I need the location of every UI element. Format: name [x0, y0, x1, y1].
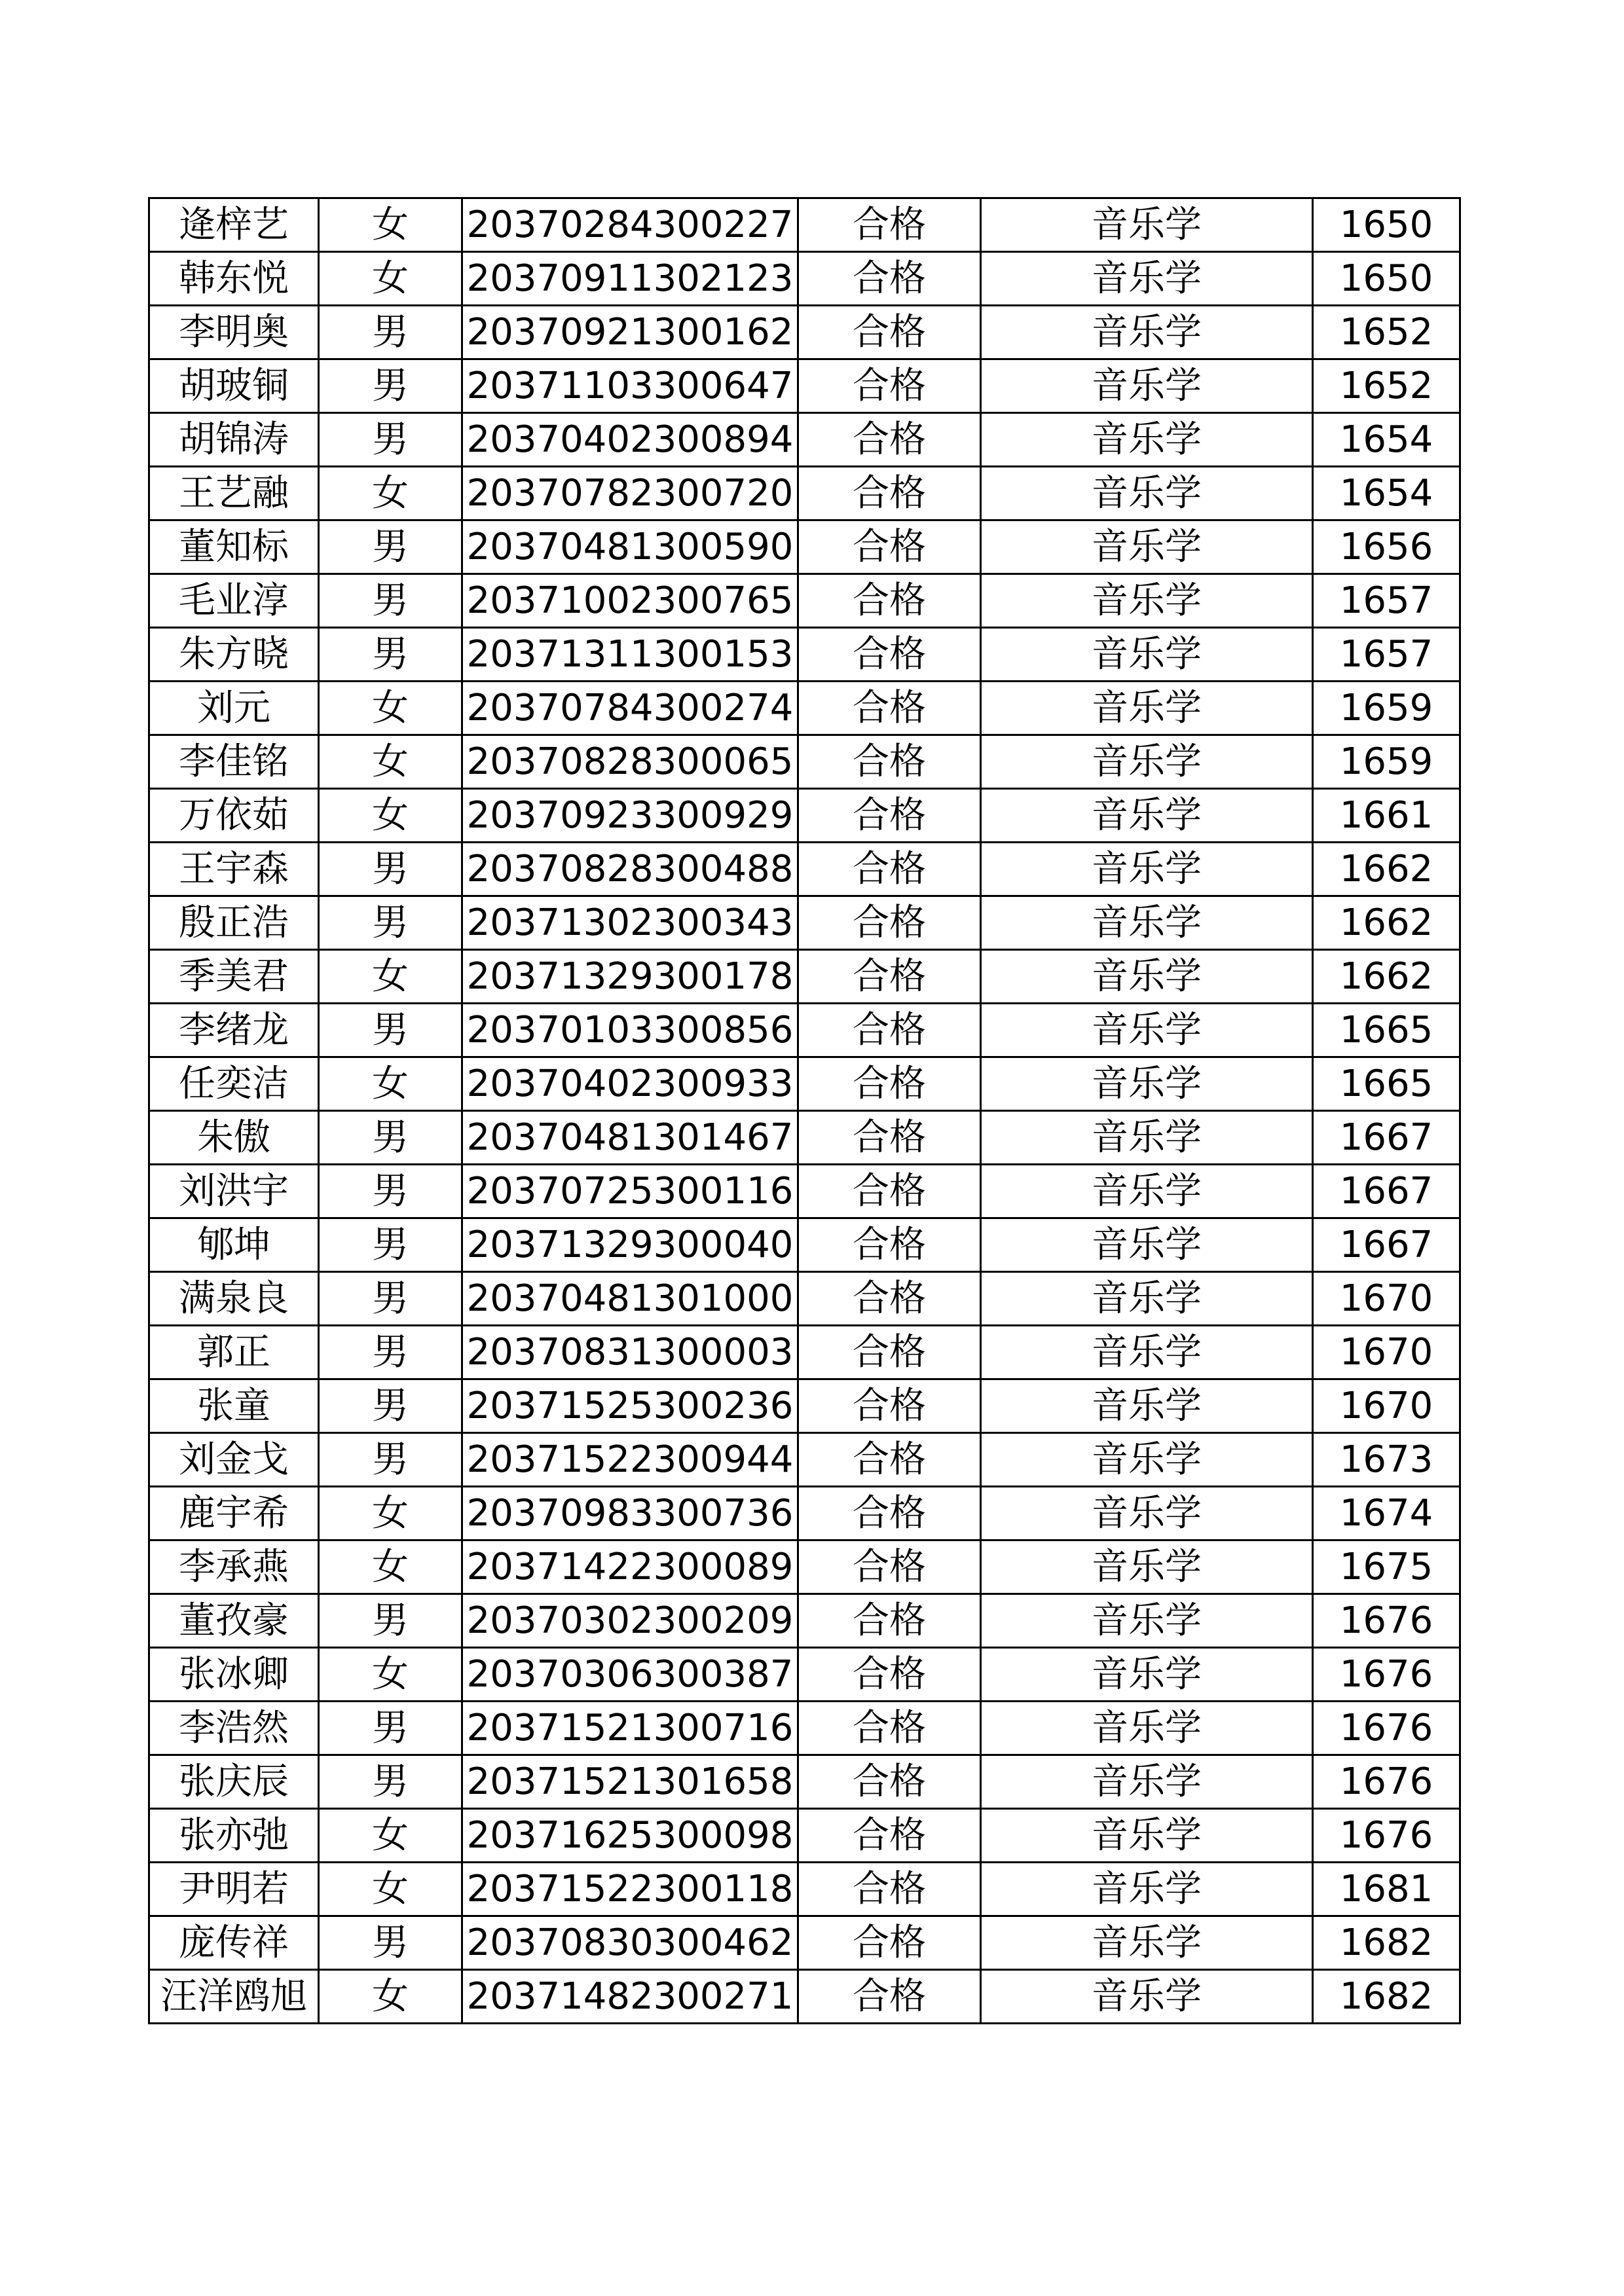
candidate-id-cell: 20370828300065 — [462, 735, 798, 789]
score-cell: 1670 — [1313, 1379, 1460, 1433]
major-cell: 音乐学 — [981, 1487, 1313, 1540]
gender-cell: 女 — [319, 1540, 462, 1594]
result-cell: 合格 — [798, 1809, 981, 1863]
name-cell: 尹明若 — [149, 1863, 319, 1916]
score-cell: 1676 — [1313, 1702, 1460, 1755]
name-cell: 李佳铭 — [149, 735, 319, 789]
gender-cell: 男 — [319, 1594, 462, 1648]
gender-cell: 男 — [319, 1165, 462, 1218]
table-row — [149, 1702, 1460, 1755]
gender-cell: 女 — [319, 198, 462, 252]
table-row — [149, 950, 1460, 1004]
gender-cell: 男 — [319, 1111, 462, 1165]
major-cell: 音乐学 — [981, 1916, 1313, 1970]
candidate-id-cell: 20371525300236 — [462, 1379, 798, 1433]
score-cell: 1681 — [1313, 1863, 1460, 1916]
major-cell: 音乐学 — [981, 574, 1313, 628]
major-cell: 音乐学 — [981, 1755, 1313, 1809]
result-cell: 合格 — [798, 789, 981, 843]
candidate-id-cell: 20371521301658 — [462, 1755, 798, 1809]
major-cell: 音乐学 — [981, 1218, 1313, 1272]
result-cell: 合格 — [798, 1165, 981, 1218]
major-cell: 音乐学 — [981, 306, 1313, 359]
name-cell: 汪洋鸥旭 — [149, 1970, 319, 2024]
candidate-id-cell: 20371625300098 — [462, 1809, 798, 1863]
table-row — [149, 1594, 1460, 1648]
result-cell: 合格 — [798, 1970, 981, 2024]
score-cell: 1662 — [1313, 843, 1460, 896]
name-cell: 胡玻铜 — [149, 359, 319, 413]
result-cell: 合格 — [798, 359, 981, 413]
candidate-id-cell: 20370923300929 — [462, 789, 798, 843]
score-cell: 1657 — [1313, 574, 1460, 628]
major-cell: 音乐学 — [981, 359, 1313, 413]
table-row — [149, 1863, 1460, 1916]
result-cell: 合格 — [798, 1540, 981, 1594]
result-cell: 合格 — [798, 1004, 981, 1057]
gender-cell: 男 — [319, 413, 462, 467]
table-row — [149, 1433, 1460, 1487]
score-cell: 1650 — [1313, 198, 1460, 252]
name-cell: 万依茹 — [149, 789, 319, 843]
table-row — [149, 843, 1460, 896]
name-cell: 刘金戈 — [149, 1433, 319, 1487]
major-cell: 音乐学 — [981, 1326, 1313, 1379]
major-cell: 音乐学 — [981, 950, 1313, 1004]
score-cell: 1667 — [1313, 1111, 1460, 1165]
score-cell: 1682 — [1313, 1916, 1460, 1970]
result-cell: 合格 — [798, 1111, 981, 1165]
result-cell: 合格 — [798, 1057, 981, 1111]
table-row — [149, 896, 1460, 950]
gender-cell: 女 — [319, 1057, 462, 1111]
major-cell: 音乐学 — [981, 1165, 1313, 1218]
score-cell: 1673 — [1313, 1433, 1460, 1487]
gender-cell: 男 — [319, 359, 462, 413]
candidate-id-cell: 20371522300944 — [462, 1433, 798, 1487]
score-cell: 1676 — [1313, 1648, 1460, 1702]
result-cell: 合格 — [798, 843, 981, 896]
table-row — [149, 359, 1460, 413]
major-cell: 音乐学 — [981, 1379, 1313, 1433]
gender-cell: 男 — [319, 306, 462, 359]
name-cell: 朱傲 — [149, 1111, 319, 1165]
score-cell: 1654 — [1313, 413, 1460, 467]
table-row — [149, 1809, 1460, 1863]
candidate-id-cell: 20370402300933 — [462, 1057, 798, 1111]
name-cell: 李绪龙 — [149, 1004, 319, 1057]
table-row — [149, 735, 1460, 789]
table-row — [149, 789, 1460, 843]
table-row — [149, 1916, 1460, 1970]
major-cell: 音乐学 — [981, 896, 1313, 950]
candidate-id-cell: 20371422300089 — [462, 1540, 798, 1594]
table-row — [149, 413, 1460, 467]
gender-cell: 男 — [319, 1433, 462, 1487]
gender-cell: 男 — [319, 1755, 462, 1809]
gender-cell: 男 — [319, 1702, 462, 1755]
major-cell: 音乐学 — [981, 1272, 1313, 1326]
gender-cell: 女 — [319, 682, 462, 735]
major-cell: 音乐学 — [981, 198, 1313, 252]
result-cell: 合格 — [798, 1433, 981, 1487]
candidate-id-cell: 20370831300003 — [462, 1326, 798, 1379]
gender-cell: 女 — [319, 1970, 462, 2024]
name-cell: 董知标 — [149, 520, 319, 574]
candidate-id-cell: 20370921300162 — [462, 306, 798, 359]
major-cell: 音乐学 — [981, 252, 1313, 306]
candidate-id-cell: 20370402300894 — [462, 413, 798, 467]
score-cell: 1667 — [1313, 1165, 1460, 1218]
major-cell: 音乐学 — [981, 1111, 1313, 1165]
table-row — [149, 1487, 1460, 1540]
gender-cell: 女 — [319, 1648, 462, 1702]
name-cell: 张冰卿 — [149, 1648, 319, 1702]
candidate-id-cell: 20370306300387 — [462, 1648, 798, 1702]
candidate-id-cell: 20371522300118 — [462, 1863, 798, 1916]
major-cell: 音乐学 — [981, 413, 1313, 467]
gender-cell: 男 — [319, 843, 462, 896]
major-cell: 音乐学 — [981, 1594, 1313, 1648]
score-cell: 1659 — [1313, 735, 1460, 789]
candidate-id-cell: 20370481300590 — [462, 520, 798, 574]
name-cell: 张童 — [149, 1379, 319, 1433]
result-cell: 合格 — [798, 1863, 981, 1916]
major-cell: 音乐学 — [981, 682, 1313, 735]
major-cell: 音乐学 — [981, 1004, 1313, 1057]
candidate-id-cell: 20370302300209 — [462, 1594, 798, 1648]
score-cell: 1676 — [1313, 1594, 1460, 1648]
candidate-id-cell: 20370830300462 — [462, 1916, 798, 1970]
result-cell: 合格 — [798, 413, 981, 467]
table-row — [149, 306, 1460, 359]
table-row — [149, 252, 1460, 306]
result-cell: 合格 — [798, 628, 981, 682]
name-cell: 刘元 — [149, 682, 319, 735]
table-row — [149, 574, 1460, 628]
candidate-id-cell: 20370911302123 — [462, 252, 798, 306]
gender-cell: 女 — [319, 735, 462, 789]
candidate-id-cell: 20370784300274 — [462, 682, 798, 735]
table-row — [149, 520, 1460, 574]
candidate-id-cell: 20370284300227 — [462, 198, 798, 252]
result-cell: 合格 — [798, 520, 981, 574]
name-cell: 董孜豪 — [149, 1594, 319, 1648]
name-cell: 季美君 — [149, 950, 319, 1004]
result-cell: 合格 — [798, 896, 981, 950]
name-cell: 刘洪宇 — [149, 1165, 319, 1218]
score-cell: 1676 — [1313, 1755, 1460, 1809]
table-row — [149, 1111, 1460, 1165]
candidate-id-cell: 20370481301467 — [462, 1111, 798, 1165]
gender-cell: 男 — [319, 1272, 462, 1326]
score-cell: 1652 — [1313, 306, 1460, 359]
major-cell: 音乐学 — [981, 789, 1313, 843]
major-cell: 音乐学 — [981, 1540, 1313, 1594]
name-cell: 朱方晓 — [149, 628, 319, 682]
table-row — [149, 1165, 1460, 1218]
score-cell: 1674 — [1313, 1487, 1460, 1540]
result-cell: 合格 — [798, 1487, 981, 1540]
table-row — [149, 198, 1460, 252]
name-cell: 郇坤 — [149, 1218, 319, 1272]
candidate-id-cell: 20370782300720 — [462, 467, 798, 520]
major-cell: 音乐学 — [981, 843, 1313, 896]
major-cell: 音乐学 — [981, 520, 1313, 574]
candidate-id-cell: 20371329300178 — [462, 950, 798, 1004]
candidate-id-cell: 20371329300040 — [462, 1218, 798, 1272]
candidate-id-cell: 20370103300856 — [462, 1004, 798, 1057]
result-cell: 合格 — [798, 574, 981, 628]
result-cell: 合格 — [798, 1755, 981, 1809]
table-row — [149, 682, 1460, 735]
gender-cell: 男 — [319, 1004, 462, 1057]
table-row — [149, 1648, 1460, 1702]
name-cell: 韩东悦 — [149, 252, 319, 306]
score-cell: 1665 — [1313, 1004, 1460, 1057]
gender-cell: 女 — [319, 950, 462, 1004]
table-row — [149, 1540, 1460, 1594]
gender-cell: 男 — [319, 1916, 462, 1970]
major-cell: 音乐学 — [981, 1863, 1313, 1916]
result-cell: 合格 — [798, 1218, 981, 1272]
gender-cell: 女 — [319, 252, 462, 306]
result-cell: 合格 — [798, 1916, 981, 1970]
major-cell: 音乐学 — [981, 628, 1313, 682]
name-cell: 李明奥 — [149, 306, 319, 359]
gender-cell: 女 — [319, 1487, 462, 1540]
candidate-id-cell: 20370725300116 — [462, 1165, 798, 1218]
name-cell: 李承燕 — [149, 1540, 319, 1594]
score-cell: 1670 — [1313, 1272, 1460, 1326]
score-cell: 1656 — [1313, 520, 1460, 574]
candidate-id-cell: 20371103300647 — [462, 359, 798, 413]
candidate-id-cell: 20371521300716 — [462, 1702, 798, 1755]
name-cell: 任奕洁 — [149, 1057, 319, 1111]
name-cell: 王艺融 — [149, 467, 319, 520]
candidate-id-cell: 20371311300153 — [462, 628, 798, 682]
name-cell: 逄梓艺 — [149, 198, 319, 252]
name-cell: 鹿宇希 — [149, 1487, 319, 1540]
result-cell: 合格 — [798, 950, 981, 1004]
table-row — [149, 1379, 1460, 1433]
name-cell: 李浩然 — [149, 1702, 319, 1755]
name-cell: 郭正 — [149, 1326, 319, 1379]
table-row — [149, 1218, 1460, 1272]
major-cell: 音乐学 — [981, 1702, 1313, 1755]
gender-cell: 男 — [319, 628, 462, 682]
result-cell: 合格 — [798, 467, 981, 520]
name-cell: 张亦弛 — [149, 1809, 319, 1863]
score-cell: 1676 — [1313, 1809, 1460, 1863]
gender-cell: 女 — [319, 1809, 462, 1863]
major-cell: 音乐学 — [981, 735, 1313, 789]
gender-cell: 男 — [319, 520, 462, 574]
table-row — [149, 1272, 1460, 1326]
score-cell: 1662 — [1313, 950, 1460, 1004]
candidate-id-cell: 20370481301000 — [462, 1272, 798, 1326]
score-cell: 1662 — [1313, 896, 1460, 950]
major-cell: 音乐学 — [981, 1970, 1313, 2024]
gender-cell: 男 — [319, 574, 462, 628]
score-cell: 1667 — [1313, 1218, 1460, 1272]
score-cell: 1682 — [1313, 1970, 1460, 2024]
result-cell: 合格 — [798, 306, 981, 359]
result-cell: 合格 — [798, 1594, 981, 1648]
major-cell: 音乐学 — [981, 1057, 1313, 1111]
score-cell: 1661 — [1313, 789, 1460, 843]
score-cell: 1665 — [1313, 1057, 1460, 1111]
major-cell: 音乐学 — [981, 467, 1313, 520]
score-cell: 1654 — [1313, 467, 1460, 520]
gender-cell: 男 — [319, 1326, 462, 1379]
gender-cell: 女 — [319, 467, 462, 520]
result-cell: 合格 — [798, 682, 981, 735]
table-row — [149, 1970, 1460, 2024]
result-cell: 合格 — [798, 198, 981, 252]
result-cell: 合格 — [798, 1379, 981, 1433]
result-cell: 合格 — [798, 1272, 981, 1326]
table-row — [149, 1057, 1460, 1111]
gender-cell: 女 — [319, 789, 462, 843]
table-row — [149, 1755, 1460, 1809]
gender-cell: 男 — [319, 1218, 462, 1272]
score-cell: 1670 — [1313, 1326, 1460, 1379]
table-row — [149, 467, 1460, 520]
score-cell: 1650 — [1313, 252, 1460, 306]
result-cell: 合格 — [798, 1648, 981, 1702]
result-cell: 合格 — [798, 735, 981, 789]
table-row — [149, 1004, 1460, 1057]
name-cell: 毛业淳 — [149, 574, 319, 628]
name-cell: 庞传祥 — [149, 1916, 319, 1970]
candidate-id-cell: 20371002300765 — [462, 574, 798, 628]
name-cell: 胡锦涛 — [149, 413, 319, 467]
score-cell: 1657 — [1313, 628, 1460, 682]
candidate-id-cell: 20371302300343 — [462, 896, 798, 950]
score-cell: 1675 — [1313, 1540, 1460, 1594]
name-cell: 张庆辰 — [149, 1755, 319, 1809]
table-row — [149, 628, 1460, 682]
results-table — [148, 197, 1461, 2024]
gender-cell: 男 — [319, 1379, 462, 1433]
score-cell: 1659 — [1313, 682, 1460, 735]
results-table-body — [149, 198, 1460, 2024]
result-cell: 合格 — [798, 1702, 981, 1755]
gender-cell: 男 — [319, 896, 462, 950]
major-cell: 音乐学 — [981, 1809, 1313, 1863]
table-row — [149, 1326, 1460, 1379]
candidate-id-cell: 20371482300271 — [462, 1970, 798, 2024]
name-cell: 满泉良 — [149, 1272, 319, 1326]
candidate-id-cell: 20370828300488 — [462, 843, 798, 896]
gender-cell: 女 — [319, 1863, 462, 1916]
candidate-id-cell: 20370983300736 — [462, 1487, 798, 1540]
result-cell: 合格 — [798, 1326, 981, 1379]
result-cell: 合格 — [798, 252, 981, 306]
major-cell: 音乐学 — [981, 1433, 1313, 1487]
name-cell: 殷正浩 — [149, 896, 319, 950]
score-cell: 1652 — [1313, 359, 1460, 413]
name-cell: 王宇森 — [149, 843, 319, 896]
major-cell: 音乐学 — [981, 1648, 1313, 1702]
